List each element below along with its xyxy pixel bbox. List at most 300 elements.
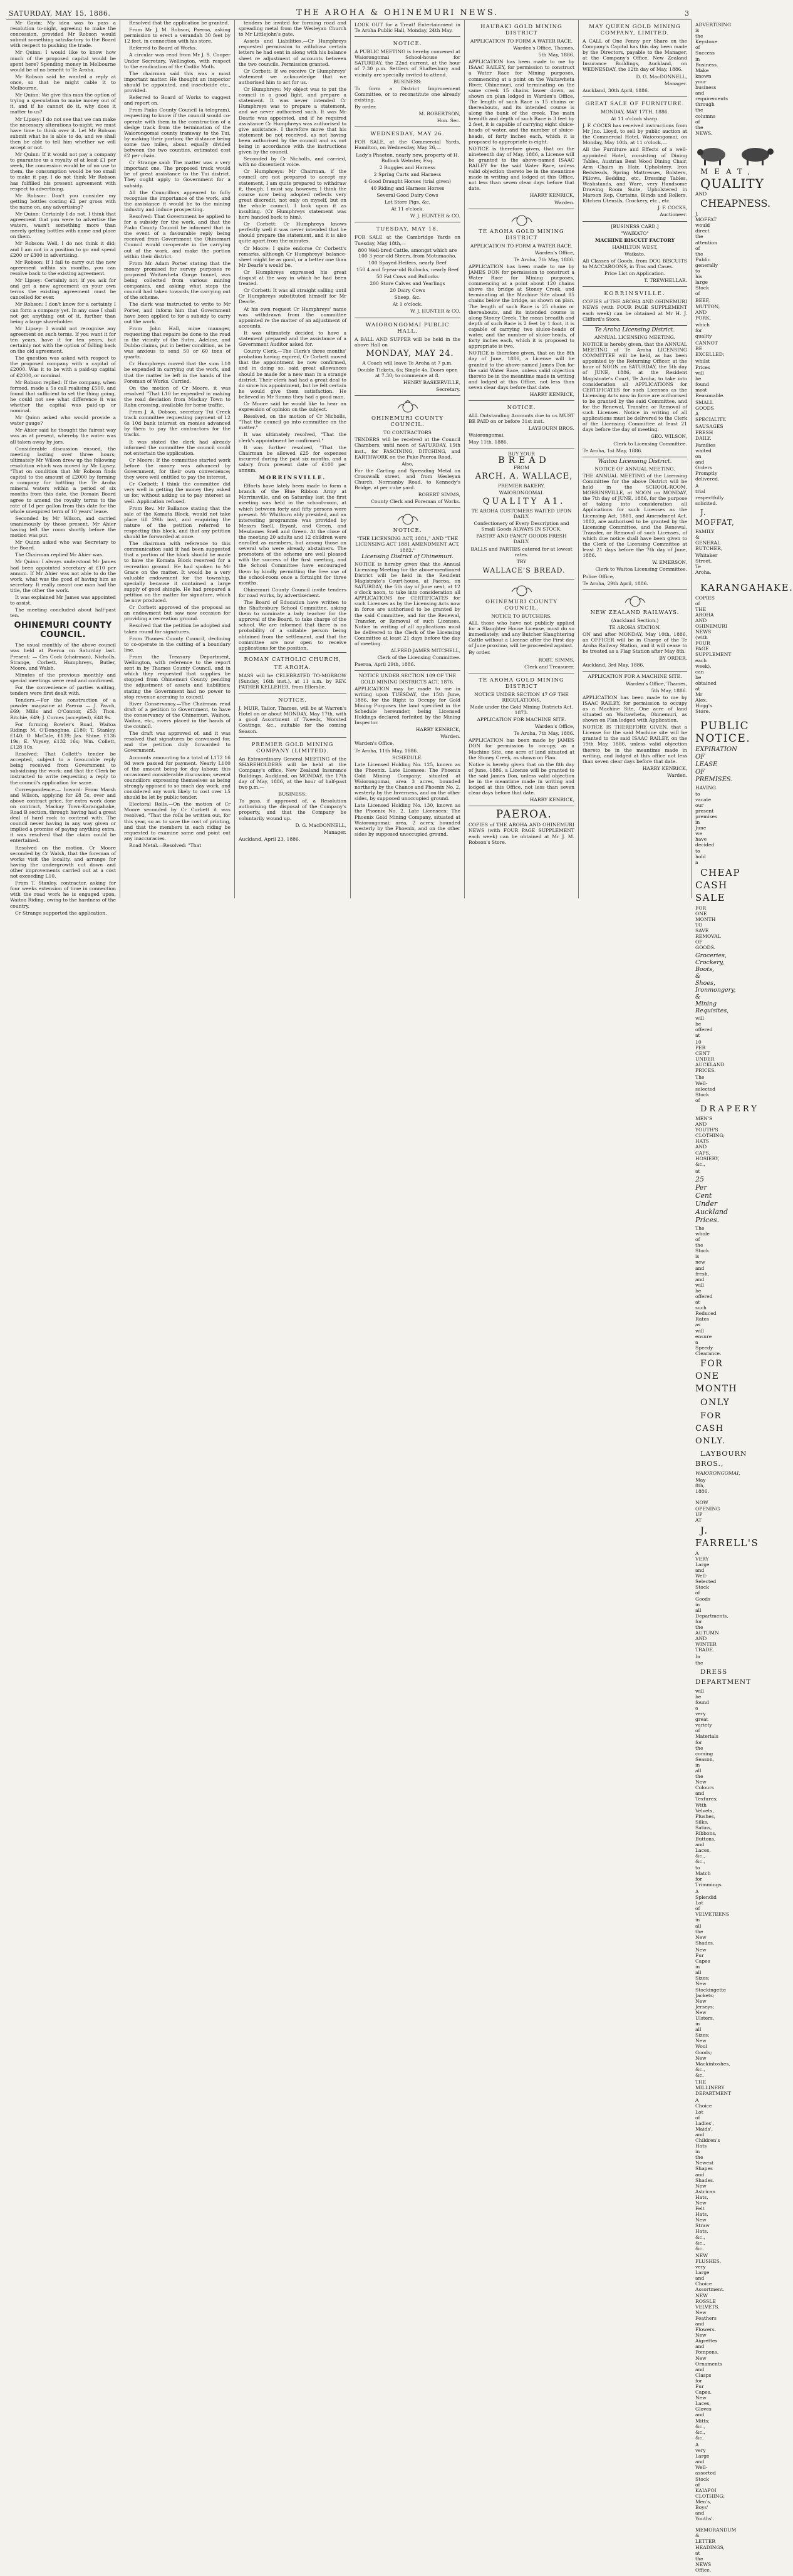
- district-title: TE AROHA GOLD MINING DISTRICT: [479, 228, 564, 241]
- waikato: Waikato.: [624, 251, 646, 257]
- paragraph: Mr Quinn asked who was Secretary to the Board.: [10, 539, 116, 551]
- wardens-office: Warden's Office,: [355, 740, 395, 747]
- waitoa-district: Waitoa Licensing District.: [598, 458, 672, 465]
- contractors-title: TO CONTRACTORS: [383, 430, 432, 436]
- paragraph: A circular was read from Mr J. S. Cooper Under Secretary, Wellington, with respect to the eradication of the Codlin Moth.: [124, 52, 231, 70]
- paragraph: Cr Corbett: If we receive Cr Humphreys' statement we acknowledge that we authorised him to act for us.: [239, 68, 346, 85]
- occ-title: OHINEMURI COUNTY COUNCIL.: [371, 415, 444, 428]
- paragraph: Resolved: That Collett's tender be accepted, subject to a favourable reply being received from Government to subsidising the work; and that the Clerk be instructed to write requesting a reply to the council's application for same.: [10, 751, 116, 786]
- premier-resolution: To pass, if approved of, a Resolution authorising the disposal of the Company's property, and that the Company be voluntarily wound up.: [239, 798, 346, 821]
- domain-board-report: [10, 20, 116, 618]
- paragraph: Tenders.—For the construction of a powder magazine at Paeroa — J. Pavch, £69; Mills and O'Connor, £53; Thos. Ritchie, £49; J. Cornes (accepted), £48 9s.: [10, 697, 116, 720]
- list-item: Lot Store Pigs, &c.: [385, 199, 430, 205]
- notice-title: NOTICE.: [278, 697, 307, 704]
- accounts-text: ALL Outstanding Accounts due to us MUST BE PAID on or before 31st inst.: [469, 413, 574, 425]
- emerson-role: Clerk to Waitoa Licensing Committee.: [595, 566, 687, 573]
- simms-role: County Clerk and Foreman of Works.: [371, 499, 460, 505]
- also: Also,: [402, 460, 413, 467]
- column-3: [235, 20, 351, 898]
- paragraph: Resolved, on the motion of Cr Nicholls, "That the council go into committee on the matter.": [239, 413, 346, 431]
- list-item: 100 Spayed Heifers, nearly Beef: [368, 259, 447, 266]
- paragraph: Resolved that the application be granted.: [129, 20, 229, 26]
- premier-title: PREMIER GOLD MINING COMPANY (LIMITED).: [251, 741, 334, 754]
- page-header: [6, 4, 692, 19]
- clerk-role: Clerk and Treasurer.: [524, 663, 574, 670]
- schedule-title: SCHEDULE.: [392, 754, 423, 761]
- column-5: [465, 20, 579, 898]
- paragraph: Electoral Rolls.—On the motion of Cr Moore seconded by Cr Corbett it was resolved, "That the rolls be written out, for this year, so as to save the cost of printing, and that the members in each riding be requested to examine same and point out any inaccuracies.: [124, 801, 231, 841]
- pastry-text: PASTRY AND FANCY GOODS FRESH DAILY.: [476, 533, 567, 545]
- list-item: 4 Good Draught Horses (trial given): [364, 178, 451, 184]
- machine-text: APPLICATION has been made by JAMES DON for permission to occupy, as a Machine Site, one acre of land situated at the Stoney Creek, as shown on Plan.: [469, 737, 574, 761]
- morrinsville-report: [239, 483, 346, 651]
- railey-machine-ad: [583, 671, 687, 781]
- price-list: Price List on Application.: [604, 271, 666, 277]
- korrinsville-title: KORRINSVILLE.: [604, 291, 666, 298]
- paragraph: It was stated the clerk had already informed the committee the council could not entertain the application.: [124, 439, 231, 456]
- butchers-text: ALL those who have not publicly applied for a Slaughter House License, must do so immediately; and any Butcher Slaughtering Cattle without a License after the First day of June proximo, will be proceeded against.: [469, 620, 574, 649]
- district-title: HAURAKI GOLD MINING DISTRICT: [480, 24, 562, 36]
- paragraph: At his own request Cr Humphreys' name was withdrawn from the committee appointed re the matter of an adjustment of accounts.: [239, 306, 346, 329]
- paragraph: tenders be invited for forming road and spreading metal from the Wesleyan Church to Mr Littlejohn's gate.: [239, 20, 346, 38]
- rail-date: Auckland, 3rd May, 1886.: [583, 662, 645, 668]
- paragraph: Accounts amounting to a total of L172 16 9d were passed for payment. Nearly L100 of the amount being for day labour, this occasioned considerable discussion; several councillors expressing themselves as being strongly opposed to so much day work, and considered any work likely to cost over L5 should be let by public tender.: [124, 754, 231, 801]
- council-report-end: [239, 20, 346, 473]
- issue-date: SATURDAY, MAY 15, 1886.: [9, 9, 111, 18]
- list-item: 200 Store Calves and Yearlings: [370, 281, 445, 287]
- column-1: [6, 20, 120, 916]
- section-sub: Made under the Gold Mining Districts Act, 1873.: [470, 704, 573, 715]
- furniture-ad: [583, 96, 687, 221]
- column-7: ADVERTISING is the Keystone of Success in Business. Make known your business and requirements through the columns of the NEWS. MEAT, QUALITY AND CHEAPNESS. J. MOFFAT would direct the attention of the Public generally to his large Stock of BEEF, MUTTON, AND PORK, which for quality CANNOT BE EXCELLED; whilst Prices will be found most Reasonable. SMALL GOODS A SPECIALITY. SAUSAGES FRESH DAILY. Families waited on and Orders Promptly delivered. A trial respectfully solicited. J. MOFFAT, FAMILY & GENERAL BUTCHER, Whitaker Street, Te Aroha. KARANGAHAKE. COPIES of THE AROHA AND OHINEMURI NEWS (with FOUR PAGE SUPPLEMENT each week), can be obtained at Mr Alex. Hogg's Store. PUBLIC NOTICE. EXPIRATION OF LEASE OF PREMISES. HAVING to vacate our present premises in June we have decided to hold a CHEAP CASH SALE FOR ONE MONTH TO SAVE REMOVAL OF GOODS. Groceries, Crockery, Boots, & Shoes, Ironmongery, & Mining Requisites, will be offered at 10 PER CENT UNDER AUCKLAND PRICES. The Well-selected Stock of DRAPERY MEN'S AND YOUTH'S CLOTHING; HATS AND CAPS, HOSIERY, &c., at 25 Per Cent Under Auckland Prices. The whole of the Stock is new and fresh, and will be offered at such Reduced Rates as will ensure a Speedy Clearance. FOR ONE MONTH ONLY FOR CASH ONLY. LAYBOURN BROS., WAIORONGOMAI, May 8th, 1886. NOW OPENING UP AT J. FARRELL'S A VERY Large and Well-Selected Stock of Goods in all Departments, for the AUTUMN AND WINTER TRADE. In the DRESS DEPARTMENT will be found a very great variety of Materials for the coming Season, in all the New Colours and Textures; With Velvets, Plushes, Silks, Satins, Ribbons, Buttons, and Laces, &c., &c., to Match for Trimmings. A Splendid Lot of VELVETEENS in all the New Shades. New Fur Capes in all Sizes; New Stockingette Jackets; New Jerseys; New Ulsters, in all Sizes; New Wool Goods; New Mackintoshes, &c., &c. THE MILLINERY DEPARTMENT A Choice Lot of Ladies', Maids', and Children's Hats in the Newest Shapes and Shades. New Astrican Hats, New Felt Hats, New Straw Hats, &c., &c., &c. NEW FLUSHES, very Large and Choice Assortment. NEW ROSSLE VELVETS. New Feathers and Flowers. New Aigrettes and Pompons. New Ornaments and Clasps for Fur Capes. New Laces, Gloves and Mitts; &c., &c., &c. A very Large and Well-assorted Stock of KAIAPOI CLOTHING; Men's, Boys' and Youths'. MEMORANDUM & LETTER HEADINGS, at the NEWS Office.: [695, 22, 793, 2573]
- office-date: Te Aroha, 7th May, 1886.: [514, 730, 574, 737]
- paragraph: Assets and Liabilities.—Cr Humphreys requested permission to withdraw certain letters he had sent in along with his balance sheet re adjustment of accounts between the two councils. Permission granted.: [239, 38, 346, 67]
- district-title: TE AROHA GOLD MINING DISTRICT: [479, 677, 564, 690]
- paragraph: Mr Quinn: We give this man the option of trying a speculation to make money out of it, and if he cannot do it, why does it matter to us?: [10, 92, 116, 115]
- paragraph: County Clerk.—The Clerk's three months' probation having expired, Cr Corbett moved that the appointment be now confirmed, and in doing so, said great allowances should be made for a new man in a strange district. Their clerk had had a great deal to do since his appointment, but he felt certain he would give them satisfaction. He believed in Mr Simms they had a good man.: [239, 348, 346, 400]
- sale-sub: Lady's Phaeton, nearly new, property of H. Bullock Webster, Esq.: [356, 152, 459, 164]
- railways-title: NEW ZEALAND RAILWAYS.: [590, 609, 680, 616]
- sale-text: FOR SALE at the Cambridge Yards on Tuesday, May 18th,—: [355, 234, 460, 246]
- coat-of-arms-icon: [395, 400, 420, 413]
- waitoa-text: THE ANNUAL MEETING of the Licensing Committee for the above District will be held in the SCHOOL-ROOM, MORRINSVILLE, at NOON on MONDAY, the 7th day of JUNE, 1886, for the purpose of taking into consideration all Applications for such Licenses as the Licensing Act, 1881, and Amendment Act, 1882, are authorised to be granted by the Licensing Committee, and the Renewal, Transfer, or Removal of such Licenses, of which due notice shall have been given to the Clerk of the Licensing Committee at least 21 days before the 7th day of June, 1886.: [583, 472, 687, 559]
- tailor-text: J. MUIR, Tailor, Thames, will be at Warren's Hotel on or about MONDAY, May 17th, with a good Assortment of Tweeds, Worsted Coatings, &c., suitable for the coming Season.: [239, 705, 346, 734]
- mitchell-date: Paeroa, April 29th, 1886.: [355, 662, 415, 668]
- by-order: BY ORDER.: [659, 655, 687, 662]
- licensing-acts: "THE LICENSING ACT, 1881," AND "THE LICENSING ACT 1881 AMENDMENT ACT, 1882.": [355, 536, 460, 553]
- kenrick-signature: HARRY KENRICK,: [642, 765, 687, 771]
- may-queen-title: MAY QUEEN GOLD MINING COMPANY, LIMITED.: [589, 24, 681, 36]
- paragraph: Mr Gavin: My idea was to pass a resolution to-night, agreeing to make the concession, provided Mr Robson would submit something satisfactory to the Board with respect to pushing the trade.: [10, 20, 116, 49]
- annual-title: ANNUAL LICENSING MEETING.: [594, 334, 676, 340]
- ticket-text: Double Tickets, 6s; Single 4s. Doors open at 7.30; to commence at 8.: [357, 366, 458, 378]
- paragraph: For forming Bowler's Road, Waitoa Riding: M. O'Donoghue, £180; T. Stanley, £140; O. McCale, £139; Jas. Shine, £136 19s; E. Voysey, £132 16s; Wm. Collett, £128 10s.: [10, 721, 116, 750]
- simms-signature: ROBT. SIMMS,: [538, 657, 574, 663]
- paragraph: It was ultimately resolved, "That the clerk's appointment be confirmed.": [239, 432, 346, 444]
- list-item: 2 Spring Carts and Harness: [373, 171, 442, 177]
- annual-text: NOTICE is hereby given, that the ANNUAL MEETING of Te Aroha LICENSING COMMITTEE will be held, as has been appointed by the Returning Officer, at the hour of NOON on SATURDAY, the 5th day of JUNE, 1886, at the Resident Magistrate's Court, Te Aroha, to take into consideration all APPLICATIONS for CERTIFICATES for such Licenses as the Licensing Acts now in force are authorised to be granted by the said Committee, and for the Renewal, Transfer, or Removal of such Licenses. Notice in writing of all applications must be delivered to the Clerk of the Licensing Committee at least 21 days before the day of meeting.: [583, 341, 687, 433]
- machine-site-ad: [469, 673, 574, 806]
- paragraph: From J. A. Dobson, secretary Tui Creek track committee requesting payment of L2 6s 10d bank interest on monies advanced by them to pay the contractors for the tracks.: [124, 409, 231, 438]
- water-race-ad-1: [469, 20, 574, 209]
- copies-text: COPIES of THE AROHA AND OHINEMURI NEWS (with FOUR PAGE SUPPLEMENT each week) can be obtained at Mr H. J. Clifford's Store.: [583, 299, 687, 322]
- paragraph: Mr Lipsey: I would not recognise any agreement on such terms. If you want it for ten years, have it for ten years, but certainly not with the option of falling back on the old agreement.: [10, 325, 116, 355]
- paragraph: From Piako County Council (a telegram), requesting to know if the council would co-operate with them in the construction of a sledge track from the termination of the Waiorongomai county tramway to the Tui, by making their portion; the distance being some two miles, about equally divided between the two counties, estimated cost £2 per chain.: [124, 107, 231, 159]
- paragraph: The clerk was instructed to write to Mr Porter, and inform him that Government have been applied to for a subsidy to carry out the work.: [124, 301, 231, 325]
- paragraph: Ohinemuri County Council invite tenders for road works, by advertisement.: [239, 586, 346, 598]
- notice-annual: NOTICE OF ANNUAL MEETING.: [594, 465, 675, 472]
- coach-text: A Coach will leave Te Aroha at 7 p.m.: [362, 360, 453, 366]
- sale-time: At 1 o'clock.: [392, 301, 423, 308]
- section-title: NOTICE UNDER SECTION 109 OF THE GOLD MINING DISTRICTS ACT, 1876.: [358, 673, 457, 685]
- church-place: TE AROHA.: [274, 664, 311, 671]
- cocks-text: J. F. COCKS has received instructions from Mr Jno. Lloyd, to sell by public auction at the Commercial Hotel, Waiorongomai, on Monday, May 10th, at 11 o'clock,—: [583, 123, 687, 146]
- livestock-illustration-icon: [695, 143, 777, 167]
- police-office: Police Office,: [583, 573, 614, 579]
- column-4: [351, 20, 465, 898]
- coat-of-arms-icon: [395, 512, 420, 526]
- auckland-section: (Auckland Section.): [611, 617, 659, 623]
- list-item: Sheep, &c.: [394, 294, 421, 301]
- paragraph: Resolved that the petition be adopted and taken round for signatures.: [124, 623, 231, 635]
- waikato-title: "WAIKATO": [621, 230, 649, 236]
- coat-of-arms-icon: [623, 594, 648, 608]
- paragraph: The chairman said this was a most important matter. He thought an inspector should be appointed, and insecticide etc., provided.: [124, 70, 231, 94]
- council-report: [10, 642, 116, 915]
- paragraph: Seconded by Mr Wilson, and carried unanimously by those present, Mr Ahier having left the room shortly before the motion was put.: [10, 515, 116, 539]
- notice-title: NOTICE.: [393, 527, 422, 534]
- accounts-ad: [469, 400, 574, 448]
- paragraph: Mr Quinn: Certainly I do not. I think that agreement that you were to advertise the waters, wasn't something more than merely getting bottles with name and place on them.: [10, 211, 116, 240]
- paragraph: It was ultimately decided to have a statement prepared and the assistance of a Government Auditor asked for.: [239, 330, 346, 348]
- paragraph: Cr Moore: If the committee started work before the money was advanced by Government, for their own convenience; they were well entitled to pay the interest.: [124, 457, 231, 480]
- may-queen-date: Auckland, 30th April, 1886.: [583, 87, 650, 93]
- simms-signature: ROBERT SIMMS,: [418, 492, 460, 498]
- paragraph: Seconded by Cr Nicholls, and carried, with no dissentient voice.: [239, 156, 346, 168]
- paeroa-ad: [469, 806, 574, 848]
- paragraph: Cr Moore: I quite endorse Cr Corbett's remarks, although Cr Humphreys' balance-sheet might be as good, or a better one than Mr Dearle's would be.: [239, 245, 346, 268]
- paragraph: Cr Corbett: I think the committee did very well in getting the money they asked us for, without asking us to pay interest as well. Application refused.: [124, 481, 231, 504]
- newspaper-title: THE AROHA & OHINEMURI NEWS.: [296, 8, 499, 18]
- licensing-text: NOTICE is hereby given that the Annual Licensing Meeting for the above-mentioned District will be held in the Resident Magistrate's Court-house, at Paeroa, on SATURDAY, the 5th day of June next, at 12 o'clock noon, to take into consideration all APPLICATIONS for CERTIFICATES for such Licenses as by the Licensing Acts now in force are authorised to be granted by the said Committee, and for the Renewal, Transfer, or Removal of such Licenses. Notice in writing of all applications must be delivered to the Clerk of the Licensing Committee at least 21 days before the day of meeting.: [355, 561, 460, 647]
- copies-text: COPIES of THE AROHA AND OHINEMURI NEWS (with FOUR PAGE SUPPLEMENT each week) can be obtained at Mr J. M. Robson's Store.: [469, 822, 574, 845]
- licensing-district: Licensing District of Ohinemuri.: [361, 553, 454, 560]
- customers-text: TE AROHA CUSTOMERS WAITED UPON DAILY.: [471, 508, 572, 520]
- biscuit-text: All Classes of Goods, from DOG BISCUITS to MACCAROONS, in Tins and Cases.: [583, 258, 687, 270]
- list-item: 150 4 and 5-year-old Bullocks, nearly Beef: [356, 266, 459, 273]
- ball-ad: [355, 318, 460, 396]
- balls-text: BALLS and PARTIES catered for at lowest rates.: [470, 546, 573, 558]
- wilson-date: Te Aroha, 1st May, 1886.: [583, 447, 643, 454]
- licensing-district: Te Aroha Licensing District.: [594, 326, 675, 333]
- premier-date: Auckland, April 23, 1886.: [239, 836, 301, 842]
- paragraph: Cr Humphreys: Mr Chairman, if the council are not prepared to accept my statement, I am quite prepared to withdraw it, though. I must say, however, I think the course now being adopted reflects very great discredit, not only on myself, but on the whole council. I look upon it as insulting. (Cr Humphreys statement was here handed back to him).: [239, 169, 346, 221]
- paragraph: On the motion of Cr Moore, it was resolved "That L10 be expended in making the road deviation from Mackay Town to Rahu crossing, available for horse traffic.: [124, 385, 231, 408]
- auctioneer-role: Auctioneer.: [660, 212, 687, 218]
- coat-of-arms-icon: [509, 583, 534, 597]
- may-queen-ad: [583, 20, 687, 96]
- mitchell-signature: ALFRED JAMES MITCHELL,: [390, 648, 460, 654]
- newspaper-page: [6, 4, 793, 2573]
- bakery-name: PREMIER BAKERY,: [497, 482, 546, 489]
- list-item: 20 Dairy Cows: [390, 288, 425, 294]
- paragraph: Mr Quinn: If it would not pay a company to guarantee us a royalty of at least £1 per week, the concession would be of no use to them, the consumption would be too small to make it pay. I do not think Mr Robson has fulfilled his present agreement with respect to advertising.: [10, 152, 116, 192]
- mitchell-role: Clerk of the Licensing Committee.: [377, 655, 460, 661]
- paragraph: Cr Strange said: The matter was a very important one. The proposed track would be of great assistance to the Tui district. They ought apply to Government for a subsidy.: [124, 160, 231, 189]
- hunter-signature: W. J. HUNTER & CO.: [410, 308, 460, 314]
- sale-text: FOR SALE, at the Commercial Yards, Hamilton, on Wednesday, May 26,—: [355, 139, 460, 151]
- trewhellar-signature: T. TREWHELLAR.: [644, 278, 687, 284]
- section-109-ad: [355, 670, 460, 840]
- paragraph: The Chairman replied Mr Ahier was.: [15, 552, 104, 558]
- meeting-text: A PUBLIC MEETING is hereby convened at Waiorongomai School-house for SATURDAY, the 22nd current, at the hour of 7.30 p.m. Settlers of Shaftesbury and vicinity are specially invited to attend.: [355, 49, 460, 78]
- occ-title: OHINEMURI COUNTY COUNCIL.: [485, 598, 558, 611]
- paragraph: Correspondence.— Inward: From Marsh and Wilson, applying for £8 5s, over and above contract price, for extra work done on contract, Mackay Town-Karangahake, Road B section, through having had a great deal of hard rock to contend with. The council never having in any way given or implied a promise of paying anything extra, it was resolved that the claim could be entertained.: [10, 786, 116, 844]
- application-title: APPLICATION TO FORM A WATER RACE.: [470, 242, 573, 249]
- church-ad: [239, 652, 346, 693]
- try: TRY: [516, 558, 527, 564]
- paragraph: Cr Corbett: It was all straight sailing until Cr Humphreys substituted himself for Mr Dearle.: [239, 288, 346, 305]
- paragraph: Cr Corbett: Cr Humphreys knows perfectly well it was never intended that he should prepare the statement, and it is also quite apart from the minutes.: [239, 221, 346, 244]
- office-date: Te Aroha, 11th May, 1886.: [355, 747, 418, 754]
- water-text: APPLICATION has been made to me by JAMES DON for permission to construct a Water Race for Mining purposes, commencing at a point about 120 chains above the bridge at Stoney Creek, and terminating at the Machine Site about 85 chains below the bridge, as shown on plan. The length of such Race is 25 chains or thereabouts, and its intended course is along Stoney Creek. The mean breadth and depth of such Race is 2 feet by 1 foot, it is capable of carrying two sluice-heads of water, and the number of sluice-heads, of forty inches each, which it is proposed to appropriate is two.: [469, 263, 574, 350]
- paragraph: Cr Strange supported the application.: [15, 910, 107, 916]
- notice-title: NOTICE.: [507, 405, 536, 412]
- paragraph: Resolved on the motion, Cr Moore seconded by Cr Walsh, that the foreman of works visit the locality, and arrange for having the undergrowth cut down and other improvements carried out at a cost not exceeding L10.: [10, 844, 116, 880]
- entertainment-ad: [355, 20, 460, 36]
- schedule-text: Late Licensed Holding No. 125, known as the Phoenix. Late Licensee: The Phoenix Gold Mining Company; situated at Waiorongomai, area 3 acres, bounded northerly by the Chance and Phoenix No. 2, westerly by the Inverness, and on the other sides, by supposed unoccupied ground.: [355, 761, 460, 802]
- paragraph: Mr Robson said he wanted a reply at once, so that he might cable it to Melbourne.: [10, 73, 116, 91]
- office-date: Te Aroha, 7th May, 1886.: [514, 256, 574, 262]
- hamilton: HAMILTON WEST,: [612, 244, 658, 250]
- paragraph: From T. Stanley, contractor, asking for four weeks extension of time in connection with the road work he is engaged upon, Waitoa Riding, owing to the hardness of the country.: [10, 880, 116, 909]
- premier-text: An Extraordinary General MEETING of the SHAREHOLDERS will be held at the Company's office, New Zealand Insurance Buildings, Auckland, on MONDAY, the 17th day of May, 1886, at the hour of half-past two p.m.—: [239, 756, 346, 791]
- paragraph: Considerable discussion ensued, the meeting lasting over three hours; ultimately Mr Wilson drew up the following resolution which was moved by Mr Lipsey, "That on condition that Mr Robson finds capital to the amount of £2000 by forming a company for bottling the Te Aroha mineral waters within a period of six months from this date, the Domain Board agree to amend the royalty terms to the rate of 1d per gallon from this date for the whole unexpired term of 10 years' lease.: [10, 445, 116, 514]
- by-order: By order.: [469, 650, 491, 656]
- wardens-office: Warden's Office,: [534, 249, 574, 256]
- paragraph: Mr Robson: If I fail to carry out the new agreement within six months, you can resolve back to the existing agreement.: [10, 259, 116, 276]
- macdonnell-signature: D. G. MacDONNELL,: [636, 73, 687, 80]
- paragraph: Mr Robson replied: If the company, when formed, made a 5s call realising £500, and found that sufficient to set the thing going, he could not see what difference it was whether the capital was paid-up or nominal.: [10, 379, 116, 414]
- section-title: NOTICE UNDER SECTION 47 OF THE REGULATIONS,: [474, 691, 569, 703]
- hon-sec: Hon. Sec.: [437, 118, 460, 124]
- baskerville-signature: HENRY BASKERVILLE,: [403, 380, 460, 386]
- waitoa-licensing-ad: [583, 457, 687, 589]
- warden-role: Warden.: [667, 772, 687, 778]
- paragraph: Mr Robson: I don't know for a certainty I can form a company yet. In any case I shall not get anything out of it, further than being a large shareholder.: [10, 301, 116, 325]
- machine-text-2: Notice is hereby given that on the 8th day of June, 1886, a License will be granted to the said James Don, unless valid objection be in the meantime made in writing and lodged at this Office, not less than seven clear days before that date.: [469, 761, 574, 796]
- warden-role: Warden.: [440, 734, 460, 740]
- paragraph: The meeting concluded about half-past ten.: [10, 607, 116, 619]
- wardens-office: Warden's Office, Thames,: [625, 680, 687, 687]
- paragraph: The Board of Education have written to the Shaftesbury School Committee, asking them to nominate a lady teacher for the approval of the Board, to take charge of the school. We are informed that there is no probability of a suitable person being obtained from the settlement, and that the committee are now open to receive applications for the position.: [239, 600, 346, 651]
- butchers-ad: [469, 579, 574, 673]
- sale-date-heading: WEDNESDAY, MAY 26.: [370, 131, 445, 138]
- place: Waiorongomai,: [469, 432, 505, 439]
- premier-business: BUSINESS:: [278, 791, 307, 797]
- paragraph: For the convenience of parties waiting, tenders were first dealt with.: [10, 685, 116, 697]
- paragraph: Resolved: That Government be applied to for a subsidy for the work, and that the Piako County Council be informed that in the event of a favourable reply being received from Government the Ohinemuri Council would co-operate in the carrying out of the work, and make the portion within their district.: [124, 214, 231, 259]
- paragraph: Minutes of the previous monthly and special meetings were read and confirmed.: [10, 672, 116, 683]
- entertainment-text: LOOK OUT for a Treat! Entertainment in Te Aroha Public Hall, Monday, 24th May.: [355, 22, 460, 34]
- paragraph: The draft was approved of, and it was resolved that signatures be canvassed for, and the petition duly forwarded to Government.: [124, 730, 231, 754]
- office-date: 5th May, 1886.: [538, 52, 574, 58]
- paragraph: Mr Robson: Well, I do not think it did; and I am not in a position to go and spend £200 or £300 in advertising.: [10, 241, 116, 258]
- paeroa-title: PAEROA.: [495, 808, 552, 821]
- aroha-licensing-ad: [583, 325, 687, 457]
- secretary-role: Secretary.: [436, 387, 460, 393]
- paragraph: River Conservancy.—The Chairman read draft of a petition to Government, to have the conservancy of the Ohinemuri, Waihou, Waitoa, etc., rivers placed in the hands of the council.: [124, 700, 231, 730]
- quality-a1: QUALITY A1.: [482, 497, 566, 506]
- paragraph: Mr Lipsey: I do not see that we can make the necessary alterations to-night; we must have time to think over it. Let Mr Robson submit what he is able to do, and we shall then be able to tell him whether we will accept or not.: [10, 116, 116, 150]
- morrinsville-heading: MORRINSVILLE.: [259, 475, 326, 482]
- meeting-business-text: To form a District Improvement Committee, or to reconstitute one already existing.: [355, 85, 460, 103]
- paragraph: It was explained Mr James was appointed to assist.: [10, 595, 116, 606]
- schedule-text-2: Late Licensed Holding No. 130, known as the Phoenix No. 2. Late Licensees: The Phoenix Gold Mining Company, situated at Waiorongomai; area, 2 acres; bounded westerly by the Phoenix, and on the other sides by supposed unoccupied ground.: [355, 802, 460, 837]
- paragraph: Cr Moore said he would like to hear an expression of opinion on the subject.: [239, 401, 346, 413]
- hunter-signature: W. J. HUNTER & CO.: [410, 213, 460, 219]
- paragraph: Mr Quinn: I would like to know how much of the proposed capital would be spent here? Spending money in Melbourne would be of no benefit to Te Aroha.: [10, 49, 116, 73]
- column-6: [579, 20, 692, 898]
- paragraph: Cr Humphreys expressed his great disgust at the way in which he had been treated.: [239, 269, 346, 287]
- paragraph: Efforts have lately been made to form a branch of the Blue Ribbon Army at Morrinsville, and on Saturday last the first meeting was held in the school-room, at which between forty and fifty persons were present. Mr Whitburn ably presided, and an interesting programme was provided by Messrs Snell, Bryant, and Green, and Mesdames Snell and Green. At the close of the meeting 20 adults and 12 children were enrolled as members, but among those on several who were already abstainers. The promoters of the scheme are well pleased with the success of the first meeting, and the School Committee have encouraged them by kindly permitting the free use of the school-room once a fortnight for three months.: [239, 483, 346, 586]
- paragraph: Mr Lipsey: Certainly not; if you ask for and get a new agreement on your own terms the existing agreement must be cancelled for ever.: [10, 278, 116, 301]
- sale-items: [355, 165, 460, 205]
- carting-text: For the Carting and Spreading Metal on Crosswalk street, and from Wesleyan Church, Normanby Road, to Kennedy's Bridge, at per cube yard.: [355, 467, 460, 491]
- wardens-office: Warden's Office, Thames,: [512, 45, 574, 51]
- paragraph: Road Metal.—Resolved: "That: [129, 842, 202, 848]
- emerson-signature: W. EMERSON,: [652, 559, 687, 566]
- paragraph: From Mr J. M. Robson, Paeroa, asking permission to erect a verandah 30 feet by 12 feet, in connection with his store.: [124, 27, 231, 44]
- column-2: [120, 20, 235, 898]
- contractors-ad: [355, 395, 460, 507]
- paragraph: From the Treasury Department, Wellington, with reference to the report sent in by Thames County Council, and in which they requested that supplies be stopped from Ohinemuri County pending the adjustment of assets and liabilities; stating the Government had no power to stop revenue accruing to council.: [124, 653, 231, 700]
- water-text-2: NOTICE is therefore given, that on the 8th day of June, 1886, a License will be granted to the above-named James Don for the said Water Race, unless valid objection thereto be in the meantime made in writing and lodged at this Office, not less than seven clear days before that date.: [469, 350, 574, 390]
- wilson-signature: GEO. WILSON,: [650, 434, 687, 440]
- premier-signature: D. G. MacDONNELL,: [295, 822, 346, 828]
- paragraph: From Thames County Council, declining to co-operate in the cutting of a boundary line.: [124, 635, 231, 653]
- paragraph: The chairman with reference to this communication said it had been suggested that a portion of the block should be made to have the Komata Block reserved for a recreation ground. He had spoken to Mr Grace on the matter. It would be a very valuable endowment for the township, specially because it contained a large supply of good shingle. He had prepared a petition on the matter for signature, which he now produced.: [124, 541, 231, 604]
- paragraph: Mr Ahier said he thought the fairest way was as at present, whereby the water was all taken away by jars.: [10, 427, 116, 445]
- railey-text: APPLICATION has been made to me by ISAAC RAILEY, for permission to occupy as a Machine Site, One acre of land situated on Waitawheta, Ohinemuri, as shown on Plan lodged with Application.: [583, 694, 687, 724]
- tenders-text: TENDERS will be received at the Council Chambers, until noon of SATURDAY, 15th inst., for FASCINING, DITCHING, and EARTHWORK on the Puke Paeroa Road.: [355, 437, 460, 460]
- machine-title: APPLICATION FOR MACHINE SITE.: [477, 717, 566, 723]
- sale-ad-1: [355, 127, 460, 222]
- sale-time: At 11 o'clock.: [391, 206, 424, 212]
- buy-your: BUY YOUR: [508, 450, 535, 457]
- furniture-date: MONDAY, MAY 17TH, 1886.: [600, 108, 670, 115]
- station-title: TE AROHA STATION.: [609, 624, 661, 630]
- notice-title: NOTICE.: [393, 41, 422, 48]
- paragraph: Mr Robson: Don't you consider my getting bottles costing £2 per gross with the name on, any advertising?: [10, 192, 116, 210]
- ball-date: MONDAY, MAY 24.: [366, 348, 454, 358]
- warden-role: Warden.: [554, 199, 574, 205]
- paragraph: The question was asked with respect to the proposed company with a capital of £2000. Was it to be with a paid-up capital of £2000, or nominal.: [10, 355, 116, 378]
- kenrick-signature: HARRY KENRICK,: [529, 797, 574, 803]
- meeting-business: BUSINESS:: [393, 78, 422, 85]
- paragraph: Cr Humphreys moved that the sum L10 be expended in carrying out the work, and that the matter be left in the hands of the Foreman of Works. Carried.: [124, 361, 231, 384]
- paragraph: The usual monthly of the above council was held at Paeroa on Saturday last. Present: — Crs Cock (chairman), Nicholls, Strange, Corbett, Humphreys, Butler, Moore, and Walsh.: [10, 642, 116, 671]
- wallaces-bread: WALLACE'S BREAD.: [482, 566, 566, 574]
- machine-title: APPLICATION FOR A MACHINE SITE.: [588, 673, 682, 680]
- list-item: Several Good Dairy Cows: [376, 192, 438, 199]
- sale-date-heading: TUESDAY, MAY 18.: [376, 226, 439, 233]
- laybourn-signature: LAYBOURN BROS.: [528, 425, 574, 432]
- by-order: By order.: [355, 104, 377, 110]
- paragraph: From Mr Adam Porter stating that the money promised for survey purposes re proposed Waitawheta Gorge tunnel, was being collected from various mining companies, and asking what steps the council had taken towards the carrying out of the scheme.: [124, 260, 231, 301]
- list-item: 50 Fat Cows and Bullocks: [376, 274, 439, 279]
- page-number: 3: [685, 9, 689, 18]
- public-meeting-ad: [355, 36, 460, 127]
- wallace-name: ARCH. A. WALLACE,: [475, 471, 573, 481]
- confectionery-text: Confectionery of Every Description and Small Goods ALWAYS IN STOCK.: [474, 521, 569, 532]
- licensing-ad: [355, 507, 460, 670]
- tailor-ad: [239, 693, 346, 737]
- paragraph: Mr Quinn asked who would provide a water gauge?: [10, 415, 116, 427]
- furniture-time: At 11 o'clock sharp.: [611, 115, 659, 122]
- biscuit-ad: [583, 221, 687, 287]
- paragraph: Mr Quinn: I always understood Mr James had been appointed secretary at £10 per annum. If Mr Ahier was not able to do the work, what was the good of having him as secretary. It really meant one man had the title, the other the work.: [10, 559, 116, 593]
- biscuit-title: MACHINE BISCUIT FACTORY: [594, 237, 675, 243]
- water-text-2: NOTICE is therefore given, that on the nineteenth day of May, 1886, a License will be granted to the above-named ISAAC RAILEY for the said Water Race, unless valid objection thereto be in the meantime made in writing and lodged at this Office, not less than seven clear days before that date.: [469, 145, 574, 192]
- council-heading: OHINEMURI COUNTY COUNCIL.: [14, 621, 112, 640]
- section-text: APPLICATION may be made to me in writing upon TUESDAY, the 15th June, 1886, for the Right to Occupy for Gold Mining Purposes the land specified in the Schedule hereunder, being Licensed Holdings declared forfeited by the Mining Inspector.: [355, 685, 460, 726]
- office-date: 5th May, 1886.: [651, 687, 687, 693]
- police-date: Te Aroha, 29th April, 1886.: [583, 580, 648, 586]
- list-item: 2 Buggies and Harness: [379, 164, 436, 170]
- application-title: APPLICATION TO FORM A WATER RACE.: [470, 38, 573, 44]
- bakery-place: WAIORONGOMAI.: [499, 489, 544, 496]
- kenrick-signature: HARRY KENRICK,: [529, 192, 574, 199]
- kenrick-signature: HARRY KENRICK,: [415, 727, 460, 733]
- paragraph: Cr Humphreys: My object was to put the council in a good light, and prepare a statement. It was never intended Cr Humphreys was to prepare a statement, and we never authorised such. It was Mr Dearle was appointed, and if he required assistance Cr Humphreys was authorised to give assistance. I therefore move that his statement be not received, as not having been authorised by the council and as not being in accordance with the instructions given by the council.: [239, 86, 346, 155]
- sale-ad-2: [355, 222, 460, 317]
- coat-of-arms-icon: [509, 213, 534, 227]
- cocks-items: All the Furniture and Effects of a well-appointed Hotel, consisting of Dining Tables, Austrian Bent Wood Dining Chair, Arm Chairs in Hair, Upholstery, Iron Bedsteads, Spring Mattresses, Bolsters, Pillows, Bedding, etc, Dressing Tables, Washstands, and Ware, very Handsome Drawing Room Suite, Upholstered in Maroon Rep, Curtains, Blinds and Rollers, Kitchen Utensils, Crockery, etc., etc.: [583, 147, 687, 204]
- kenrick-signature: HARRY KENRICK,: [529, 391, 574, 397]
- premier-ad: [239, 737, 346, 845]
- wilson-role: Clerk to Licensing Committee.: [613, 440, 687, 447]
- paragraph: Referred to Board of Works to suggest and report on.: [124, 95, 231, 106]
- premier-role: Manager.: [323, 829, 346, 835]
- from: FROM: [514, 464, 529, 470]
- list-item: 800 Well-bred Cattle, amongst which are 100 3 year-old Steers, from Motumaoho,: [358, 247, 457, 259]
- sale-items: [355, 247, 460, 301]
- hall-title: WAIORONGOMAI PUBLIC HALL.: [365, 321, 450, 335]
- cocks-signature: J. F. COCKS,: [657, 205, 687, 211]
- bakery-ad: [469, 449, 574, 579]
- mass-text: MASS will be CELEBRATED TO-MORROW (Sunday, 16th inst.), at 11 a.m. by REV. FATHER KELLEHER, from Ellerslie.: [239, 672, 346, 690]
- railways-ad: [583, 589, 687, 672]
- furniture-title: GREAT SALE OF FURNITURE.: [585, 100, 685, 107]
- water-race-ad-2: [469, 209, 574, 400]
- railey-text-2: NOTICE IS THEREFORE GIVEN, that a License for the said Machine site will be granted to the said ISAAC RAILEY, on the 19th May, 1886, unless valid objection thereto be in the meantime made in writing, and lodged at this office not less than seven clear days before that date.: [583, 724, 687, 764]
- paragraph: Referred to Board of Works.: [129, 45, 197, 51]
- station-text: ON and after MONDAY, May 10th, 1886, an OFFICER will be in Charge of the Te Aroha Railway Station, and it will cease to be treated as a Flag Station after May 8th.: [583, 631, 687, 655]
- business-card: [BUSINESS CARD.]: [611, 223, 659, 229]
- date: May 11th, 1886.: [469, 439, 509, 445]
- bread-title: BREAD: [498, 455, 550, 465]
- council-report-continued: [124, 20, 231, 848]
- list-item: 40 Riding and Harness Horses: [370, 185, 445, 191]
- may-queen-text: A CALL of One Penny per Share on the Company's Capital has this day been made by the Directors, payable to the Manager, at the Company's Office, New Zealand Insurance Buildings, Auckland, on WEDNESDAY, the 12th day of May, 1886.: [583, 38, 687, 73]
- paragraph: Cr Corbett approved of the proposal as an endowment but saw now occasion for providing a recreation ground.: [124, 605, 231, 622]
- paragraph: From Rev. Mr Ballance stating that the sale of the Komata Block, would not take place till 29th inst, and enquiring the nature of the petition referred to respecting this block, and that any petition should be forwarded at once.: [124, 505, 231, 540]
- wardens-office: Warden's Office,: [534, 724, 574, 730]
- korrinsville-ad: [583, 286, 687, 325]
- paragraph: It was further resolved, "That the Chairman be allowed £25 for expenses incurred during the past six months, and a salary from present date of £100 per annum.: [239, 444, 346, 474]
- water-text: APPLICATION has been made to me by ISAAC RAILEY, for permission to construct a Water Race for Mining purposes, commencing at a point on the Waitawheta River, Ohinemuri, and terminating on the same creek 15 chains lower down, as shown on plan lodged in Warden's Office. The length of such Race is 15 chains or thereabouts, and its intended course is along the bank of the creek. The main breadth and depth of such Race is 3 feet by 2 feet, it is capable of carrying eight sluice-heads of water, and the number of sluice-heads, of forty inches each, which it is proposed to appropriate is eight.: [469, 59, 574, 145]
